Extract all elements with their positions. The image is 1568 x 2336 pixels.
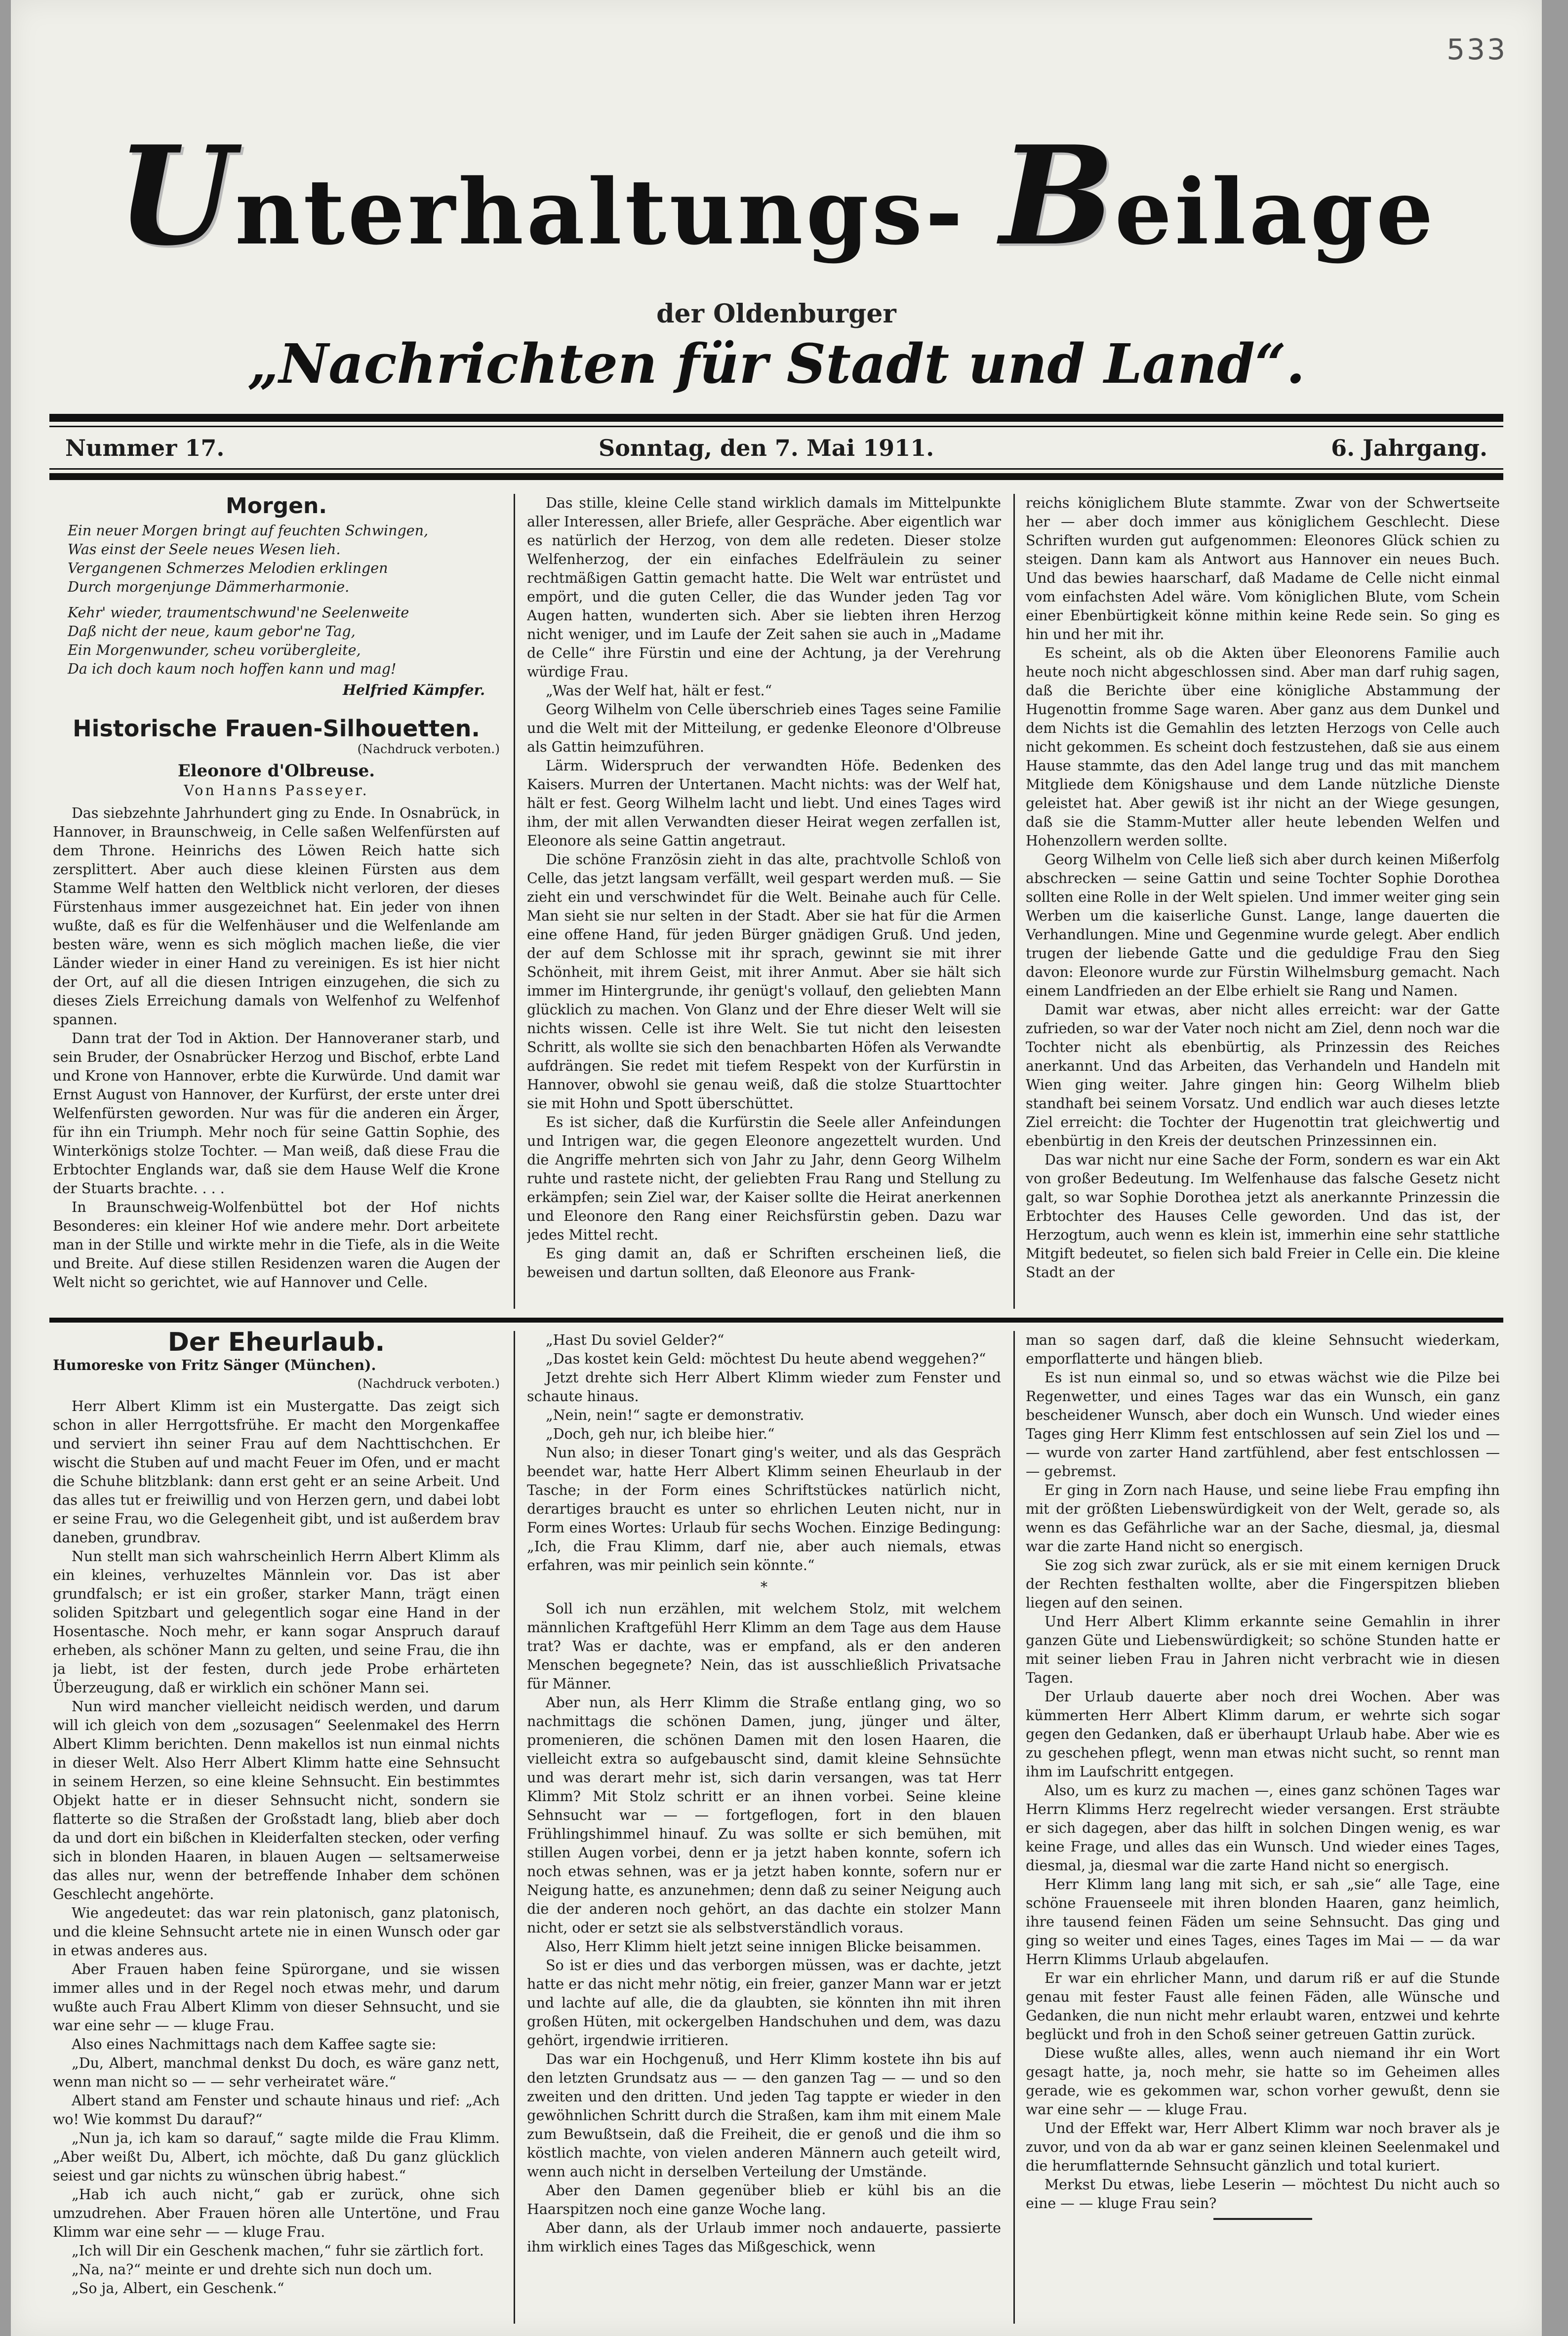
paragraph: Nun wird mancher vielleicht neidisch werden, und darum will ich gleich von dem „sozusagen“ Seelenmakel des Herrn Albert Klimm berichten. Denn makellos ist nun einmal nichts in dieser Welt. Also Herr Albert Klimm hatte eine Sehnsucht in seinem Herzen, so eine kleine Sehnsucht. Ein bestimmtes Objekt hatte er in dieser Sehnsucht nicht, sondern sie flatterte so die Straßen der Großstadt lang, blieb aber doch da und dort ein bißchen in Kleiderfalten stecken, oder verfing sich in blonden Haaren, in blauen Augen — seltsamerweise das alles nur, wenn der betreffende Inhaber dem schönen Geschlecht angehörte. [53,1698,500,1902]
poem-line: Kehr' wieder, traumentschwund'ne Seelenweite [68,604,409,621]
column-rule-lower-2 [1013,1331,1015,2324]
masthead-title-part-1: nterhaltungs- [235,159,966,265]
paragraph: Merkst Du etwas, liebe Leserin — möchtest Du nicht auch so eine — — kluge Frau sein? [1026,2176,1500,2212]
poem-line: Ein Morgenwunder, scheu vorübergleite, [68,642,361,658]
paragraph: Georg Wilhelm von Celle überschrieb eines Tages seine Familie und die Welt mit der Mitteilung, er gedenke Eleonore d'Olbreuse als Gattin heimzuführen. [527,701,1001,755]
paragraph: Nun also; in dieser Tonart ging's weiter, und als das Gespräch beendet war, hatte Herr Albert Klimm seinen Eheurlaub in der Tasche; in der Form eines Schriftstückes natürlich nicht, derartiges braucht es unter so ehrlichen Leuten nicht, nur in Form eines Wortes: Urlaub für sechs Wochen. Einzige Bedingung: „Ich, die Frau Klimm, darf nie, aber auch niemals, etwas erfahren, was mir peinlich sein könnte.“ [527,1445,1001,1573]
paragraph: Aber nun, als Herr Klimm die Straße entlang ging, wo so nachmittags die schönen Damen, jung, jünger und älter, promenieren, die schönen Damen mit den losen Haaren, die vielleicht extra so aufgebauscht sind, damit kleine Sehnsüchte und was derart mehr ist, sich darin versangen, was tat Herr Klimm? Mit Stolz schritt er an ihnen vorbei. Seine kleine Sehnsucht war — — fortgeflogen, fort in den blauen Frühlingshimmel hinauf. Zu was sollte er sich bemühen, mit stillen Augen vorbei, denn er ja jetzt haben konnte, sofern ich noch etwas sehnen, was er ja jetzt haben konnte, sofern nur er Neigung hatte, es anzunehmen; denn daß zu seiner Neigung auch die der anderen noch gehört, an das dachte ein stolzer Mann nicht, oder er setzt sie als selbstverständlich voraus. [527,1694,1001,1936]
column-lower-1 [53,1331,500,2324]
page-number: 533 [1447,33,1507,66]
reprint-note: (Nachdruck verboten.) [357,1376,500,1391]
paragraph: Die schöne Französin zieht in das alte, prachtvolle Schloß von Celle, das jetzt langsam verfällt, weil gespart werden muß. — Sie zieht ein und verschwindet für die Welt. Beinahe auch für Celle. Man sieht sie nur selten in der Stadt. Aber sie hat für die Armen eine offene Hand, für jeden Bürger gnädigen Gruß. Und jeden, der auf dem Schlosse mit ihr sprach, gewinnt sie mit ihrer Schönheit, mit ihrem Geist, mit ihrer Anmut. Aber sie hält sich immer im Hintergrunde, ihr genügt's vollauf, den geliebten Mann glücklich zu machen. Von Glanz und der Ehre dieser Welt will sie nichts wissen. Celle ist ihre Welt. Sie tut nicht den leisesten Schritt, als wollte sie sich den benachbarten Höfen als Verwandte aufdrängen. Sie redet mit tiefem Respekt von der Kurfürstin in Hannover, obwohl sie genau weiß, daß die stolze Stuarttochter sie mit Hohn und Spott überschüttet. [527,851,1001,1112]
masthead-rule-thick [49,414,1503,422]
paragraph: Aber dann, als der Urlaub immer noch andauerte, passierte ihm wirklich eines Tages das Mißgeschick, wenn [527,2220,1001,2255]
column-lower-2 [527,1331,1001,2324]
paragraph: „Hast Du soviel Gelder?“ [546,1332,724,1348]
poem-line: Vergangenen Schmerzes Melodien erklingen [68,560,388,576]
masthead-initial-1: U [116,116,235,276]
article-subtitle-frauen: Eleonore d'Olbreuse. [177,761,375,781]
article-byline-frauen: Von Hanns Passeyer. [184,782,369,799]
masthead-rule-thin [49,426,1503,427]
reprint-note: (Nachdruck verboten.) [357,742,500,756]
paragraph: So ist er dies und das verborgen müssen, was er dachte, jetzt hatte er das nicht mehr nötig, ein freier, ganzer Mann war er jetzt und lachte auf alle, die da glaubten, sie könnten ihn mit ihren großen Hüten, mit ockergelben Handschuhen und dem, was dazu gehört, irgendwie irritieren. [527,1957,1001,2049]
paragraph: In Braunschweig-Wolfenbüttel bot der Hof nichts Besonderes: ein kleiner Hof wie andere mehr. Dort arbeitete man in der Stille und wirkte mehr in die Tiefe, als in die Weite und Breite. Auf diese stillen Residenzen waren die Augen der Welt nicht so gerichtet, wie auf Hannover und Celle. [53,1199,500,1290]
section-star: * [760,1579,768,1595]
article-title-eheurlaub: Der Eheurlaub. [167,1331,385,1357]
column-rule-upper-1 [514,494,515,1309]
paragraph: Diese wußte alles, alles, wenn auch niemand ihr ein Wort gesagt hatte, ja, noch mehr, sie hatte so im Geheimen alles gerade, wie es gekommen war, schon vorher gewußt, denn sie war eine sehr — — kluge Frau. [1026,2045,1500,2118]
paragraph: Also eines Nachmittags nach dem Kaffee sagte sie: [72,2036,437,2053]
poem-line: Da ich doch kaum noch hoffen kann und mag! [68,661,397,677]
paragraph: Georg Wilhelm von Celle ließ sich aber durch keinen Mißerfolg abschrecken — seine Gattin und seine Tochter Sophie Dorothea sollten eine Rolle in der Welt spielen. Und immer weiter ging sein Werben um die kaiserliche Gunst. Lange, lange dauerten die Verhandlungen. Mine und Gegenmine wurde gelegt. Aber endlich trugen der liebende Gatte und die geduldige Frau den Sieg davon: Eleonore wurde zur Fürstin Wilhelmsburg gemacht. Nach einem Landfrieden an der Elbe erhielt sie Rang und Namen. [1026,851,1500,999]
paragraph: Er war ein ehrlicher Mann, und darum riß er auf die Stunde genau mit fester Faust alle feinen Fäden, alle Wünsche und Gedanken, die nun nicht mehr erlaubt waren, entzwei und kehrte beglückt und froh in den Schoß seiner getreuen Gattin zurück. [1026,1970,1500,2043]
paragraph: Der Urlaub dauerte aber noch drei Wochen. Aber was kümmerten Herr Albert Klimm darum, er wehrte sich sogar gegen den Gedanken, daß er überhaupt Urlaub habe. Aber wie es zu geschehen pflegt, wenn man etwas nicht sucht, so rennt man ihm im Laufschritt entgegen. [1026,1689,1500,1780]
volume-year: 6. Jahrgang. [1331,435,1488,461]
paragraph: Es ging damit an, daß er Schriften erscheinen ließ, die beweisen und dartun sollten, daß Eleonore aus Frank- [527,1246,1001,1281]
issue-date: Sonntag, den 7. Mai 1911. [599,435,934,461]
paragraph: Es scheint, als ob die Akten über Eleonorens Familie auch heute noch nicht abgeschlossen sind. Aber man darf ruhig sagen, daß die Berichte über eine königliche Abstammung der Hugenottin fromme Sage waren. Aber ganz aus dem Dunkel und dem Nichts ist die Gemahlin des letzten Herzogs von Celle auch nicht gekommen. Es scheint doch festzustehen, daß sie aus einem Hause stammte, das den Adel lange trug und das mit manchem Mitgliede dem Königshause und dem Lande nützliche Dienste geleistet hat. Aber gewiß ist ihr nicht an der Wiege gesungen, daß sie die Stamm-Mutter aller heute lebenden Welfen und Hohenzollern werden sollte. [1026,645,1500,849]
paragraph: Er ging in Zorn nach Hause, und seine liebe Frau empfing ihn mit der größten Liebenswürdigkeit von der Welt, gerade so, als wenn es das Gefährliche war an der Sache, diesmal, ja, diesmal war die zarte Hand nicht so energisch. [1026,1482,1500,1555]
paragraph: Damit war etwas, aber nicht alles erreicht: war der Gatte zufrieden, so war der Vater noch nicht am Ziel, denn noch war die Tochter nicht als ebenbürtig, als Prinzessin des Reiches anerkannt. Und das Arbeiten, das Verhandeln und Handeln mit Wien ging weiter. Jahre gingen hin: Georg Wilhelm blieb standhaft bei seinem Vorsatz. Und endlich war auch dieses letzte Ziel erreicht: die Tochter der Hugenottin trat gleichwertig und ebenbürtig in den Kreis der deutschen Prinzessinnen ein. [1026,1002,1500,1149]
column-rule-upper-2 [1013,494,1015,1309]
paragraph: Herr Albert Klimm ist ein Mustergatte. Das zeigt sich schon in aller Herrgottsfrühe. Er macht den Morgenkaffee und serviert ihn seiner Frau auf dem Nachttischchen. Er wischt die Stuben auf und macht Feuer im Ofen, und er macht die Schuhe blitzblank: dann erst geht er an seine Arbeit. Und das alles tut er freiwillig und von Herzen gern, und dabei lobt er seine Frau, wo die Gelegenheit gibt, und ist außerdem brav daneben, grundbrav. [53,1398,500,1546]
paragraph: Also, um es kurz zu machen —, eines ganz schönen Tages war Herrn Klimms Herz regelrecht wieder versangen. Erst sträubte er sich dagegen, aber das hilft in solchen Dingen wenig, es war keine Frage, und alles das ein Wunsch. Und wieder eines Tages, diesmal, ja, diesmal war die zarte Hand nicht so energisch. [1026,1782,1500,1874]
dateline-rule-thin [49,468,1503,470]
masthead-title-part-2: eilage [1115,159,1437,265]
section-rule-thick [49,1318,1503,1323]
poem-line: Ein neuer Morgen bringt auf feuchten Schwingen, [68,523,429,539]
newspaper-page [11,0,1542,2336]
column-rule-lower-1 [514,1331,515,2324]
article-subtitle-eheurlaub: Humoreske von Fritz Sänger (München). [53,1357,376,1373]
paragraph: „Doch, geh nur, ich bleibe hier.“ [546,1426,775,1442]
paragraph: Und der Effekt war, Herr Albert Klimm war noch braver als je zuvor, und von da ab war er ganz seinen kleinen Seelenmakel und die herumflatternde Sehnsucht gänzlich und total kuriert. [1026,2120,1500,2174]
paragraph: Das stille, kleine Celle stand wirklich damals im Mittelpunkte aller Interessen, aller Briefe, aller Gespräche. Aber eigentlich war es natürlich der Herzog, von dem alle redeten. Dieser stolze Welfenherzog, der ein einfaches Edelfräulein zu seiner rechtmäßigen Gattin gemacht hatte. Die Welt war entrüstet und empört, und die guten Celler, die das Wunder jeden Tag vor Augen hatten, wunderten sich. Aber sie liebten ihren Herzog nicht weniger, und im Laufe der Zeit sahen sie auch in „Madame de Celle“ ihre Fürstin und eine der Achtung, ja der Verehrung würdige Frau. [527,495,1001,680]
column-upper-3 [1026,494,1500,1309]
paragraph: „So ja, Albert, ein Geschenk.“ [72,2280,284,2296]
paragraph: Es ist sicher, daß die Kurfürstin die Seele aller Anfeindungen und Intrigen war, die gegen Eleonore angezettelt wurden. Und die Angriffe mehrten sich von Jahr zu Jahr, denn Georg Wilhelm ruhte und rastete nicht, der geliebten Frau Rang und Stellung zu erkämpfen; sein Ziel war, der Kaiser sollte die Heirat anerkennen und Eleonore den Rang einer Reichsfürstin geben. Dazu war jedes Mittel recht. [527,1114,1001,1243]
masthead [11,116,1542,276]
article-title-frauen: Historische Frauen-Silhouetten. [73,715,480,742]
paragraph: Das war nicht nur eine Sache der Form, sondern es war ein Akt von großer Bedeutung. Im Welfenhause das falsche Gesetz nicht galt, so war Sophie Dorothea jetzt als anerkannte Prinzessin die Erbtochter des Hauses Celle geworden. Und das ist, der Herzogtum, auch wenn es klein ist, immerhin eine sehr stattliche Mitgift bedeutet, so fielen sich bald Freier in Celle ein. Die kleine Stadt an der [1026,1152,1500,1281]
paragraph: „Hab ich auch nicht,“ gab er zurück, ohne sich umzudrehen. Aber Frauen hören alle Untertöne, und Frau Klimm war eine sehr — — kluge Frau. [53,2186,500,2240]
paragraph: Aber den Damen gegenüber blieb er kühl bis an die Haarspitzen noch eine ganze Woche lang. [527,2182,1001,2217]
column-upper-2 [527,494,1001,1309]
paragraph: „Nein, nein!“ sagte er demonstrativ. [546,1407,804,1423]
poem-line: Was einst der Seele neues Wesen lieh. [68,541,341,558]
masthead-initial-2: B [1000,116,1115,276]
masthead-title [11,116,1542,276]
issue-number: Nummer 17. [65,435,225,461]
paragraph: Wie angedeutet: das war rein platonisch, ganz platonisch, und die kleine Sehnsucht artete nie in einen Wunsch oder gar in etwas anderes aus. [53,1905,500,1959]
paragraph: reichs königlichem Blute stammte. Zwar von der Schwertseite her — aber doch immer aus königlichem Geschlecht. Diese Schriften wurden gut aufgenommen: Eleonores Glück schien zu steigen. Dann kam als Antwort aus Hannover ein neues Buch. Und das bewies haarscharf, daß Madame de Celle nicht einmal vom einfachsten Adel wäre. Vom königlichen Blute, vom Schein einer Ebenbürtigkeit könne mithin keine Rede sein. So ging es hin und her mit ihr. [1026,495,1500,643]
poem-author: Helfried Kämpfer. [342,682,485,698]
paragraph: Und Herr Albert Klimm erkannte seine Gemahlin in ihrer ganzen Güte und Liebenswürdigkeit; so schöne Stunden hatte er mit seiner lieben Frau in Jahren nicht verbracht wie in diesen Tagen. [1026,1613,1500,1686]
paragraph: Nun stellt man sich wahrscheinlich Herrn Albert Klimm als ein kleines, verhuzeltes Männlein vor. Das ist aber grundfalsch; er ist ein großer, starker Mann, trägt einen soliden Spitzbart und gelegentlich sogar eine Hand in der Hosentasche. Noch mehr, er kann sogar Anspruch darauf erheben, als schöner Mann zu gelten, und seine Frau, die ihn ja liebt, ist der festen, durch jede Probe erhärteten Überzeugung, daß er wirklich ein schöner Mann sei. [53,1548,500,1696]
paragraph: Soll ich nun erzählen, mit welchem Stolz, mit welchem männlichen Kraftgefühl Herr Klimm an dem Tage aus dem Hause trat? Was er dachte, was er empfand, als er den anderen Menschen begegnete? Nein, das ist ausschließlich Privatsache für Männer. [527,1601,1001,1692]
paragraph: Also, Herr Klimm hielt jetzt seine innigen Blicke beisammen. [546,1938,981,1955]
paragraph: Das war ein Hochgenuß, und Herr Klimm kostete ihn bis auf den letzten Grundsatz aus — — den ganzen Tag — — und so den zweiten und den dritten. Und jeden Tag tappte er wieder in den gewöhnlichen Schritt durch die Straßen, kam ihm mit einem Male zum Bewußtsein, daß die Freiheit, die er genoß und die ihm so köstlich machte, von vielen anderen Männern auch geteilt wird, wenn auch nicht in derselben Verteilung der Umstände. [527,2051,1001,2180]
paragraph: Lärm. Widerspruch der verwandten Höfe. Bedenken des Kaisers. Murren der Untertanen. Macht nichts: was der Welf hat, hält er fest. Georg Wilhelm lacht und liebt. Und eines Tages wird ihm, der mit allen Verwandten dieser Heirat wegen zerfallen ist, Eleonore als seine Gattin angetraut. [527,758,1001,849]
paragraph: Aber Frauen haben feine Spürorgane, und sie wissen immer alles und in der Regel noch etwas mehr, und darum wußte auch Frau Albert Klimm von dieser Sehnsucht, und sie war eine sehr — — kluge Frau. [53,1961,500,2034]
article-end-rule [1213,2218,1312,2220]
poem-line: Durch morgenjunge Dämmerharmonie. [68,579,350,595]
column-upper-1 [53,494,500,1309]
paragraph: Herr Klimm lang lang mit sich, er sah „sie“ alle Tage, eine schöne Frauenseele mit ihren blonden Haaren, ganz heimlich, ihre tausend feinen Fäden um seine Sehnsucht. Das ging und ging so weiter und eines Tages, eines Tages im Mai — — da war Herrn Klimms Urlaub abgelaufen. [1026,1876,1500,1968]
poem-title: Morgen. [225,494,327,519]
paragraph: „Das kostet kein Geld: möchtest Du heute abend weggehen?“ [546,1351,986,1367]
paragraph: „Du, Albert, manchmal denkst Du doch, es wäre ganz nett, wenn man nicht so — — sehr verheiratet wäre.“ [53,2055,500,2090]
paragraph: „Nun ja, ich kam so darauf,“ sagte milde die Frau Klimm. „Aber weißt Du, Albert, ich möchte, daß Du ganz glücklich seiest und gar nichts zu wünschen übrig habest.“ [53,2130,500,2184]
paragraph: man so sagen darf, daß die kleine Sehnsucht wiederkam, emporflatterte und hängen blieb. [1026,1332,1500,1367]
paragraph: „Was der Welf hat, hält er fest.“ [546,683,772,699]
paragraph: Es ist nun einmal so, und so etwas wächst wie die Pilze bei Regenwetter, und eines Tages war das ein Wunsch, ein ganz bescheidener Wunsch, aber doch ein Wunsch. Und wieder eines Tages ging Herr Klimm fest entschlossen auf sein Ziel los und — — wurde von zarter Hand zartfühlend, aber fest entschlossen — — gebremst. [1026,1369,1500,1480]
dateline-rule-thick [49,473,1503,480]
masthead-subtitle-large: „Nachrichten für Stadt und Land“. [247,332,1305,396]
dateline [65,435,1488,469]
paragraph: Jetzt drehte sich Herr Albert Klimm wieder zum Fenster und schaute hinaus. [527,1369,1001,1405]
paragraph: Albert stand am Fenster und schaute hinaus und rief: „Ach wo! Wie kommst Du darauf?“ [53,2093,500,2128]
paragraph: „Ich will Dir ein Geschenk machen,“ fuhr sie zärtlich fort. [72,2243,484,2259]
poem-line: Daß nicht der neue, kaum gebor'ne Tag, [68,623,356,640]
column-lower-3 [1026,1331,1500,2324]
paragraph: Dann trat der Tod in Aktion. Der Hannoveraner starb, und sein Bruder, der Osnabrücker Herzog und Bischof, erbte Land und Krone von Hannover, erbte die Kurwürde. Und damit war Ernst August von Hannover, der Kurfürst, der erste unter drei Welfenfürsten geworden. Nur was für die anderen ein Ärger, für ihn ein Triumph. Mehr noch für seine Gattin Sophie, des Winterkönigs stolze Tochter. — Man weiß, daß diese Frau die Erbtochter Englands war, daß sie dem Hause Welf die Krone der Stuarts brachte. . . . [53,1030,500,1197]
paragraph: Das siebzehnte Jahrhundert ging zu Ende. In Osnabrück, in Hannover, in Braunschweig, in Celle saßen Welfenfürsten auf dem Throne. Heinrichs des Löwen Reich hatte sich zersplittert. Aber auch diese kleinen Fürsten aus dem Stamme Welf hatten den Weltblick nicht verloren, der dieses Fürstenhaus immer ausgezeichnet hat. Ein jeder von ihnen wußte, daß es für die Welfenhäuser und die Welfenlande am besten wäre, wenn es sich möglich machen ließe, die vier Länder wieder in einer Hand zu vereinigen. Es ist hier nicht der Ort, auf all die diesen Intrigen einzugehen, die sich zu dieses Ziels Erreichung damals von Welfenhof zu Welfenhof spannen. [53,805,500,1028]
poem-body [68,522,500,679]
paragraph: „Na, na?“ meinte er und drehte sich nun doch um. [72,2261,433,2278]
paragraph: Sie zog sich zwar zurück, als er sie mit einem kernigen Druck der Rechten festhalten wollte, aber die Fingerspitzen blieben liegen auf den seinen. [1026,1557,1500,1611]
masthead-subtitle-small: der Oldenburger [656,299,896,329]
